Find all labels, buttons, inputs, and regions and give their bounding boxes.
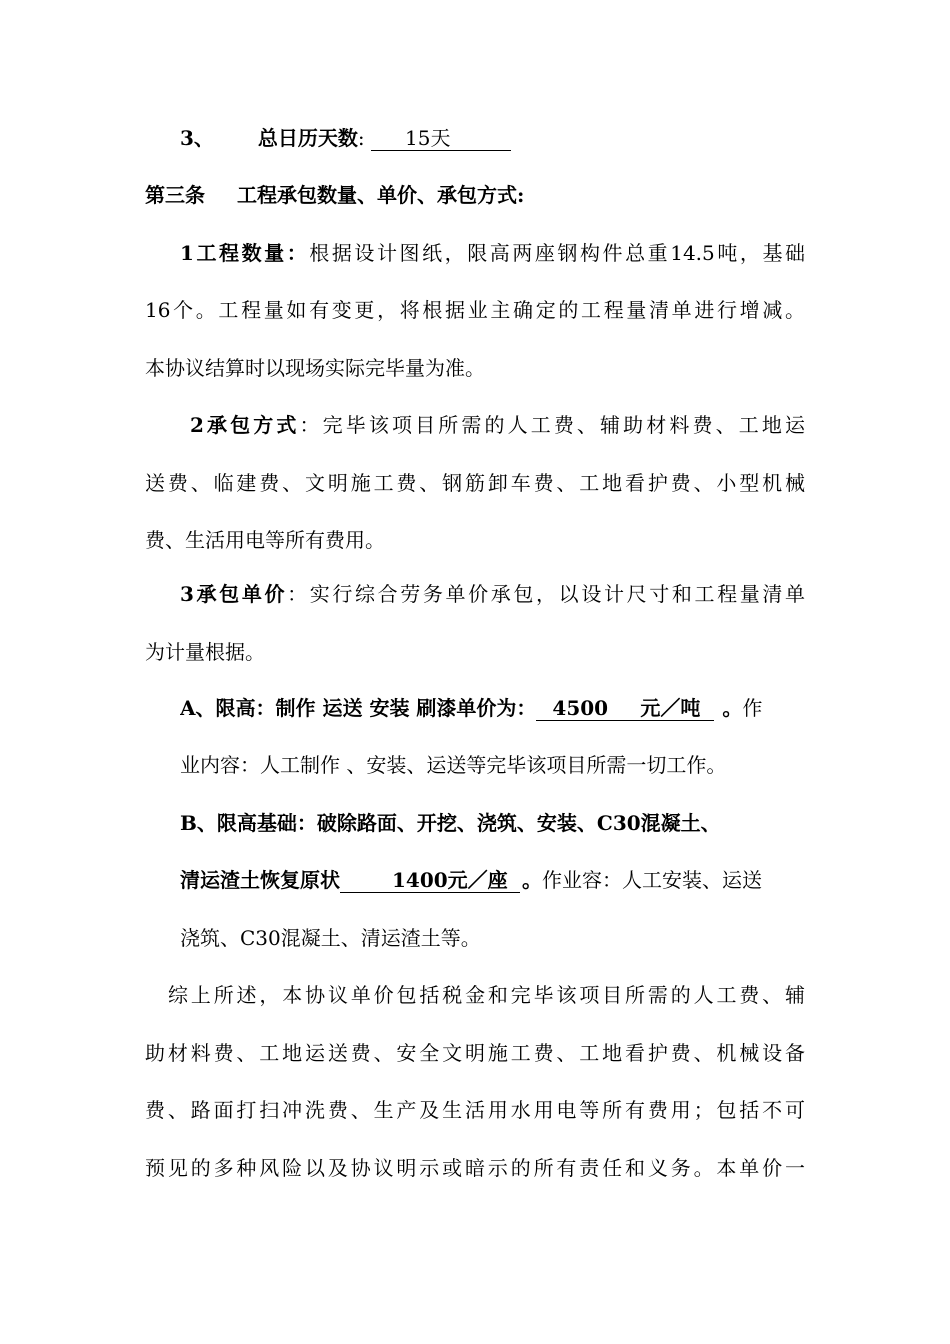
quantity-line-1 <box>180 239 805 267</box>
unit-price-line-2 <box>145 638 805 666</box>
quantity-text-3: 本协议结算时以现场实际完毕量为准。 <box>145 356 485 380</box>
total-days-value: 15天 <box>405 126 451 150</box>
item-b-label: 清运渣土恢复原状 <box>180 868 340 892</box>
item-a-end: 。 <box>722 696 743 720</box>
summary-line-3 <box>145 1096 805 1124</box>
item-b-price-field <box>340 868 520 893</box>
summary-text-3: 费、路面打扫冲洗费、生产及生活用水用电等所有费用；包括不可 <box>145 1098 805 1122</box>
contract-mode-text-2: 送费、临建费、文明施工费、钢筋卸车费、工地看护费、小型机械 <box>145 471 805 495</box>
summary-line-2 <box>145 1039 805 1067</box>
quantity-line-3 <box>145 354 805 382</box>
contract-mode-line-3 <box>145 526 805 554</box>
total-days-label: 总日历天数 <box>257 126 358 150</box>
total-days-line <box>180 124 805 152</box>
item-b-line-2 <box>180 866 805 894</box>
item-b-text-1: B、限高基础：破除路面、开挖、浇筑、安装、C30混凝土、 <box>180 811 721 835</box>
item-b-price: 1400元／座 <box>392 868 508 892</box>
item-a-line-1 <box>180 694 805 722</box>
item-b-tail: 作业容：人工安装、运送 <box>542 868 762 892</box>
summary-text-4: 预见的多种风险以及协议明示或暗示的所有责任和义务。本单价一 <box>145 1156 805 1180</box>
item-a-line-2 <box>180 751 805 779</box>
unit-price-text-1: ：实行综合劳务单价承包，以设计尺寸和工程量清单 <box>287 582 805 606</box>
article-heading <box>145 181 805 209</box>
item-a-unit: 元／吨 <box>640 696 701 720</box>
quantity-label: 1工程数量： <box>180 241 310 265</box>
contract-mode-text-3: 费、生活用电等所有费用。 <box>145 528 385 552</box>
summary-text-1: 综上所述，本协议单价包括税金和完毕该项目所需的人工费、辅 <box>168 983 805 1007</box>
summary-line-4 <box>145 1154 805 1182</box>
item-b-line-3 <box>180 924 805 952</box>
unit-price-label: 3承包单价 <box>180 582 288 606</box>
contract-mode-text-1: ：完毕该项目所需的人工费、辅助材料费、工地运 <box>299 413 805 437</box>
contract-mode-line-2 <box>145 469 805 497</box>
total-days-colon: : <box>357 126 365 150</box>
total-days-value-field <box>371 126 511 151</box>
item-a-tail: 作 <box>742 696 763 720</box>
item-number: 3、 <box>180 126 214 150</box>
item-a-text-2: 业内容：人工制作 、安装、运送等完毕该项目所需一切工作。 <box>180 753 727 777</box>
quantity-line-2 <box>145 296 805 324</box>
item-a-label: A、限高：制作 运送 安装 刷漆单价为： <box>180 696 537 720</box>
item-b-line-1 <box>180 809 805 837</box>
summary-line-1 <box>168 981 805 1009</box>
quantity-text-2: 16个。工程量如有变更，将根据业主确定的工程量清单进行增减。 <box>145 298 805 322</box>
unit-price-text-2: 为计量根据。 <box>145 640 265 664</box>
item-a-price: 4500 <box>552 696 609 720</box>
item-b-text-3: 浇筑、C30混凝土、清运渣土等。 <box>180 926 481 950</box>
article-title: 工程承包数量、单价、承包方式: <box>237 183 525 207</box>
quantity-text-1: 根据设计图纸，限高两座钢构件总重14.5吨，基础 <box>309 241 805 265</box>
item-a-price-field <box>536 696 714 721</box>
item-b-end: 。 <box>522 868 542 892</box>
unit-price-line-1 <box>180 580 805 608</box>
contract-mode-label: 2承包方式 <box>190 413 300 437</box>
contract-mode-line-1 <box>190 411 805 439</box>
summary-text-2: 助材料费、工地运送费、安全文明施工费、工地看护费、机械设备 <box>145 1041 805 1065</box>
article-number: 第三条 <box>145 183 205 207</box>
